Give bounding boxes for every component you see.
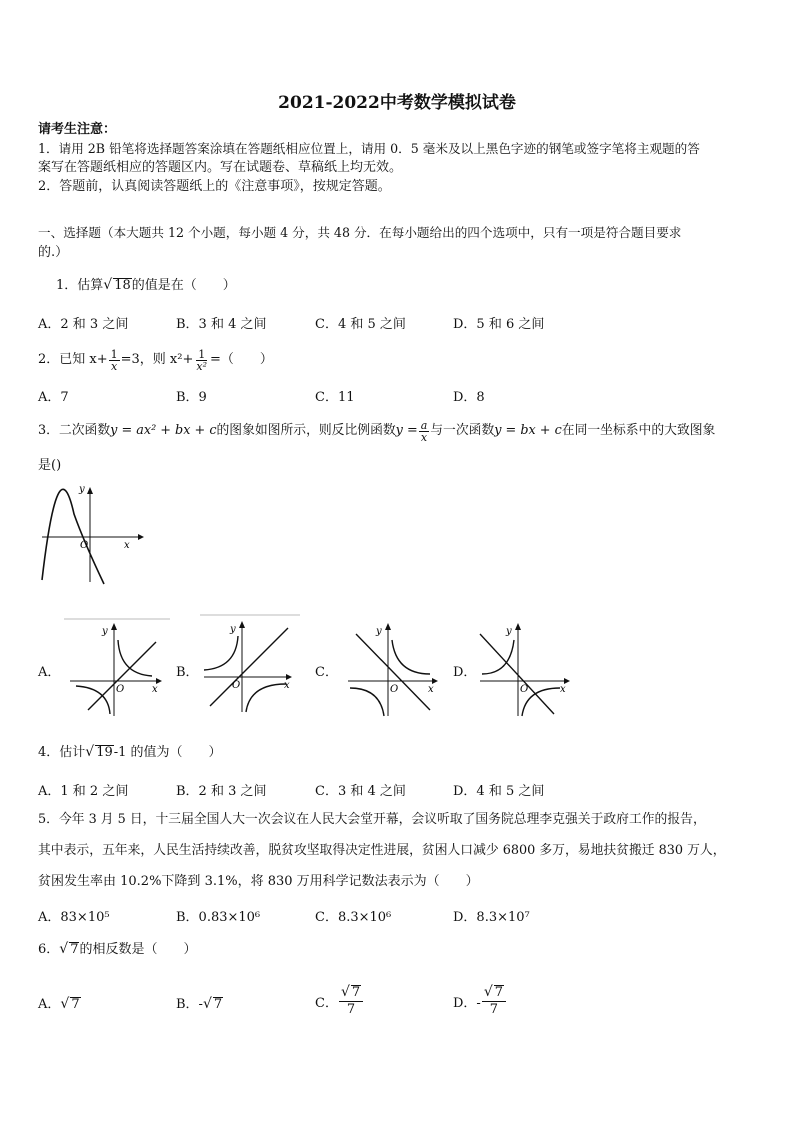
q3-equation-2-lhs: y = <box>395 423 418 438</box>
hyperbola-branch-2 <box>246 684 286 712</box>
q4-option-b[interactable]: B．2 和 3 之间 <box>176 784 267 799</box>
q3-option-c-graph <box>342 618 446 718</box>
q1-option-b[interactable]: B．3 和 4 之间 <box>176 317 267 332</box>
q4-option-d[interactable]: D．4 和 5 之间 <box>453 784 545 799</box>
q4-prefix: 4．估计 <box>38 745 86 760</box>
parabola-graph <box>38 482 148 587</box>
q6-option-d[interactable]: D．- $\frac{√ 7}{7}$ <box>453 980 507 1022</box>
q1-radicand: 18 <box>114 278 131 293</box>
q6-radicand: 7 <box>70 942 79 957</box>
x-axis-arrow <box>138 534 144 540</box>
q2-option-b[interactable]: B．9 <box>176 390 207 405</box>
hyperbola-branch-2 <box>76 686 110 714</box>
q2-mid: =3，则 x²+ <box>120 352 194 367</box>
q4-option-a[interactable]: A．1 和 2 之间 <box>38 784 129 799</box>
section-heading-b: 的.） <box>38 245 69 260</box>
question-2 <box>38 342 273 378</box>
svg-text:x: x <box>152 684 158 695</box>
q3-equation-1: y = ax² + bx + c <box>110 423 217 438</box>
q6-option-b[interactable]: B．-√ 7 <box>176 996 223 1012</box>
q3-equation-2-fraction: $\frac{a}{x}$ <box>420 418 428 444</box>
q5-line-2: 其中表示，五年来，人民生活持续改善，脱贫攻坚取得决定性进展，贫困人口减少 6800 多万，易地扶贫搬迁 830 万人， <box>38 843 726 858</box>
svg-text:x: x <box>284 680 290 691</box>
notice-item-1a: 1．请用 2B 铅笔将选择题答案涂填在答题纸相应位置上，请用 0．5 毫米及以上黑色字迹的钢笔或签字笔将主观题的答 <box>38 141 700 156</box>
question-1 <box>56 277 236 294</box>
question-3 <box>38 413 715 449</box>
q3-option-b[interactable]: B． <box>176 665 199 680</box>
q6-option-d-fraction: $\frac{√ 7}{7}$ <box>482 984 506 1018</box>
q1-option-c[interactable]: C．4 和 5 之间 <box>315 317 406 332</box>
q1-prefix: 1．估算 <box>56 278 104 293</box>
q3-option-a[interactable]: A． <box>38 665 61 680</box>
x-axis-label: x <box>124 540 130 551</box>
q5-option-c[interactable]: C．8.3×10⁶ <box>315 910 392 925</box>
radical-sign: √ <box>85 744 95 760</box>
q3-part-1: 3．二次函数 <box>38 423 111 438</box>
q6-option-c-fraction: $\frac{√ 7}{7}$ <box>339 984 363 1018</box>
q3-part-2: 的图象如图所示，则反比例函数 <box>216 423 396 438</box>
q2-suffix: =（ ） <box>210 352 273 367</box>
origin-label: O <box>80 540 89 551</box>
q1-option-d[interactable]: D．5 和 6 之间 <box>453 317 545 332</box>
svg-text:O: O <box>390 684 399 695</box>
question-4 <box>38 744 222 761</box>
q5-option-d[interactable]: D．8.3×10⁷ <box>453 910 530 925</box>
y-axis-label: y <box>79 484 85 495</box>
line-graph <box>480 634 554 714</box>
question-6 <box>38 941 197 958</box>
q3-option-d-graph <box>474 618 578 718</box>
radical-sign: √ <box>59 941 69 957</box>
q3-line-2: 是() <box>38 458 62 473</box>
svg-text:O: O <box>520 684 529 695</box>
q2-fraction-2: $\frac{1}{\text{x²}}$ <box>196 347 207 373</box>
q4-option-c[interactable]: C．3 和 4 之间 <box>315 784 406 799</box>
svg-text:y: y <box>230 624 236 635</box>
hyperbola-branch-1 <box>392 640 430 674</box>
q3-option-b-graph <box>198 614 302 718</box>
notice-item-2: 2．答题前，认真阅读答题纸上的《注意事项》，按规定答题。 <box>38 179 391 194</box>
notice-item-1b: 案写在答题纸相应的答题区内。写在试题卷、草稿纸上均无效。 <box>38 160 403 175</box>
q3-equation-3: y = bx + c <box>494 423 562 438</box>
hyperbola-branch-2 <box>350 688 384 716</box>
q6-suffix: 的相反数是（ ） <box>79 942 197 957</box>
q4-suffix: -1 的值为（ ） <box>113 745 222 760</box>
q3-option-d[interactable]: D． <box>453 665 477 680</box>
svg-text:y: y <box>506 626 512 637</box>
svg-text:y: y <box>376 626 382 637</box>
q2-fraction-1: $\frac{1}{x}$ <box>110 347 118 373</box>
q3-option-a-graph <box>64 618 172 720</box>
q6-prefix: 6． <box>38 942 60 957</box>
line-graph <box>88 642 156 710</box>
q6-option-c[interactable]: C． $\frac{√ 7}{7}$ <box>315 980 364 1022</box>
q5-option-a[interactable]: A．83×10⁵ <box>38 910 110 925</box>
q3-option-c[interactable]: C． <box>315 665 338 680</box>
q3-part-4: 在同一坐标系中的大致图象 <box>561 423 716 438</box>
svg-text:y: y <box>102 626 108 637</box>
q2-option-a[interactable]: A．7 <box>38 390 69 405</box>
q5-option-b[interactable]: B．0.83×10⁶ <box>176 910 261 925</box>
q6-option-a[interactable]: A．√ 7 <box>38 996 80 1012</box>
q1-suffix: 的值是在（ ） <box>131 278 236 293</box>
svg-text:x: x <box>428 684 434 695</box>
hyperbola-branch-1 <box>482 640 514 674</box>
line-graph <box>210 628 288 706</box>
hyperbola-branch-1 <box>204 636 238 670</box>
radical-sign: √ <box>103 277 113 293</box>
section-heading-a: 一、选择题（本大题共 12 个小题，每小题 4 分，共 48 分．在每小题给出的四个选项中，只有一项是符合题目要求 <box>38 225 682 240</box>
q2-option-c[interactable]: C．11 <box>315 390 355 405</box>
svg-text:O: O <box>116 684 125 695</box>
page-title: 2021-2022中考数学模拟试卷 <box>278 93 516 113</box>
svg-text:O: O <box>232 680 241 691</box>
hyperbola-branch-1 <box>118 640 152 676</box>
q4-radicand: 19 <box>96 745 113 760</box>
q2-prefix: 2．已知 x+ <box>38 352 108 367</box>
q1-option-a[interactable]: A．2 和 3 之间 <box>38 317 129 332</box>
q2-option-d[interactable]: D．8 <box>453 390 485 405</box>
q3-part-3: 与一次函数 <box>430 423 495 438</box>
q5-line-1: 5．今年 3 月 5 日，十三届全国人大一次会议在人民大会堂开幕，会议听取了国务院总理李克强关于政府工作的报告， <box>38 812 706 827</box>
q5-line-3: 贫困发生率由 10.2%下降到 3.1%，将 830 万用科学记数法表示为（ ） <box>38 874 479 889</box>
notice-heading: 请考生注意： <box>38 122 117 137</box>
svg-text:x: x <box>560 684 566 695</box>
y-axis-arrow <box>87 487 93 494</box>
